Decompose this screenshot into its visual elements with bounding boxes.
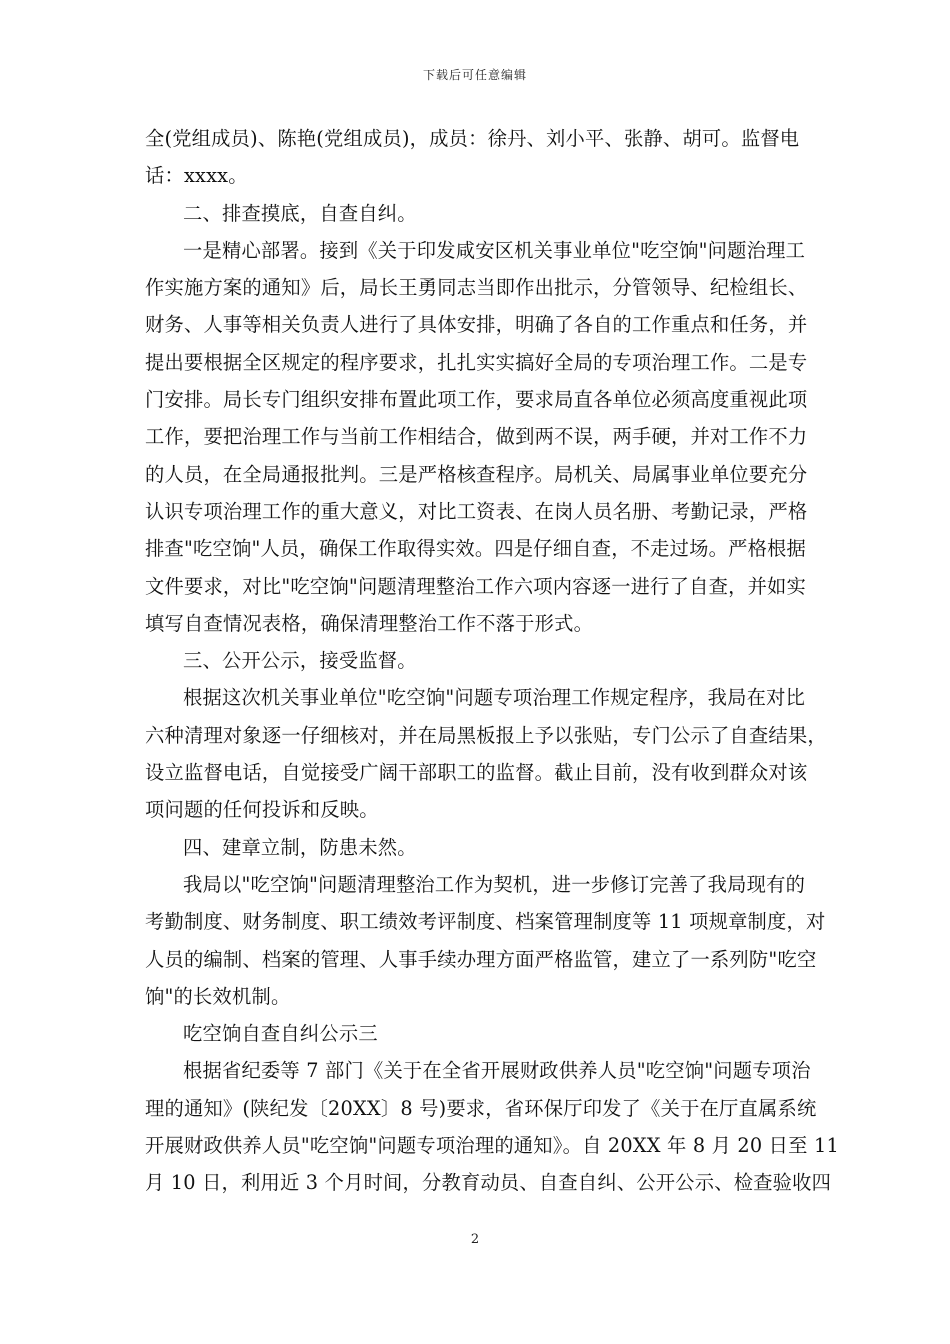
- text-line: 项问题的任何投诉和反映。: [145, 798, 379, 822]
- text-line: 月 10 日，利用近 3 个月时间，分教育动员、自查自纠、公开公示、检查验收四: [145, 1171, 832, 1195]
- text-line: 开展财政供养人员"吃空饷"问题专项治理的通知》。自 20XX 年 8 月 20 日至 11: [145, 1134, 839, 1158]
- text-line: 人员的编制、档案的管理、人事手续办理方面严格监管，建立了一系列防"吃空: [145, 947, 817, 971]
- text-line: 的人员，在全局通报批判。三是严格核查程序。局机关、局属事业单位要充分: [145, 462, 808, 486]
- page-header: 下载后可任意编辑: [422, 68, 527, 82]
- text-line: 工作，要把治理工作与当前工作相结合，做到两不误，两手硬，并对工作不力: [145, 425, 808, 449]
- text-line: 一是精心部署。接到《关于印发咸安区机关事业单位"吃空饷"问题治理工: [183, 238, 806, 262]
- text-line: 考勤制度、财务制度、职工绩效考评制度、档案管理制度等 11 项规章制度，对: [145, 910, 826, 934]
- text-line: 吃空饷自查自纠公示三: [183, 1022, 378, 1046]
- text-line: 根据省纪委等 7 部门《关于在全省开展财政供养人员"吃空饷"问题专项治: [183, 1059, 811, 1083]
- text-line: 填写自查情况表格，确保清理整治工作不落于形式。: [145, 611, 594, 635]
- text-line: 我局以"吃空饷"问题清理整治工作为契机，进一步修订完善了我局现有的: [183, 872, 806, 896]
- text-line: 财务、人事等相关负责人进行了具体安排，明确了各自的工作重点和任务，并: [145, 313, 808, 337]
- text-line: 认识专项治理工作的重大意义，对比工资表、在岗人员名册、考勤记录，严格: [145, 499, 808, 523]
- text-line: 根据这次机关事业单位"吃空饷"问题专项治理工作规定程序，我局在对比: [183, 686, 806, 710]
- page-number: 2: [470, 1232, 480, 1247]
- text-line: 门安排。局长专门组织安排布置此项工作，要求局直各单位必须高度重视此项: [145, 388, 808, 412]
- text-line: 六种清理对象逐一仔细核对，并在局黑板报上予以张贴，专门公示了自查结果，: [145, 723, 827, 747]
- text-line: 二、排查摸底，自查自纠。: [183, 201, 417, 225]
- text-line: 作实施方案的通知》后，局长王勇同志当即作出批示，分管领导、纪检组长、: [145, 276, 808, 300]
- text-line: 饷"的长效机制。: [145, 984, 291, 1008]
- document-body: [145, 120, 839, 1202]
- text-line: 提出要根据全区规定的程序要求，扎扎实实搞好全局的专项治理工作。二是专: [145, 350, 808, 374]
- text-line: 三、公开公示，接受监督。: [183, 649, 417, 673]
- text-line: 话：xxxx。: [145, 164, 248, 188]
- text-line: 理的通知》(陕纪发〔20XX〕8 号)要求，省环保厅印发了《关于在厅直属系统: [145, 1096, 817, 1120]
- text-line: 排查"吃空饷"人员，确保工作取得实效。四是仔细自查，不走过场。严格根据: [145, 537, 807, 561]
- text-line: 设立监督电话，自觉接受广阔干部职工的监督。截止目前，没有收到群众对该: [145, 761, 808, 785]
- text-line: 全(党组成员)、陈艳(党组成员)，成员：徐丹、刘小平、张静、胡可。监督电: [145, 127, 800, 150]
- text-line: 四、建章立制，防患未然。: [183, 835, 417, 859]
- text-line: 文件要求，对比"吃空饷"问题清理整治工作六项内容逐一进行了自查，并如实: [145, 574, 807, 598]
